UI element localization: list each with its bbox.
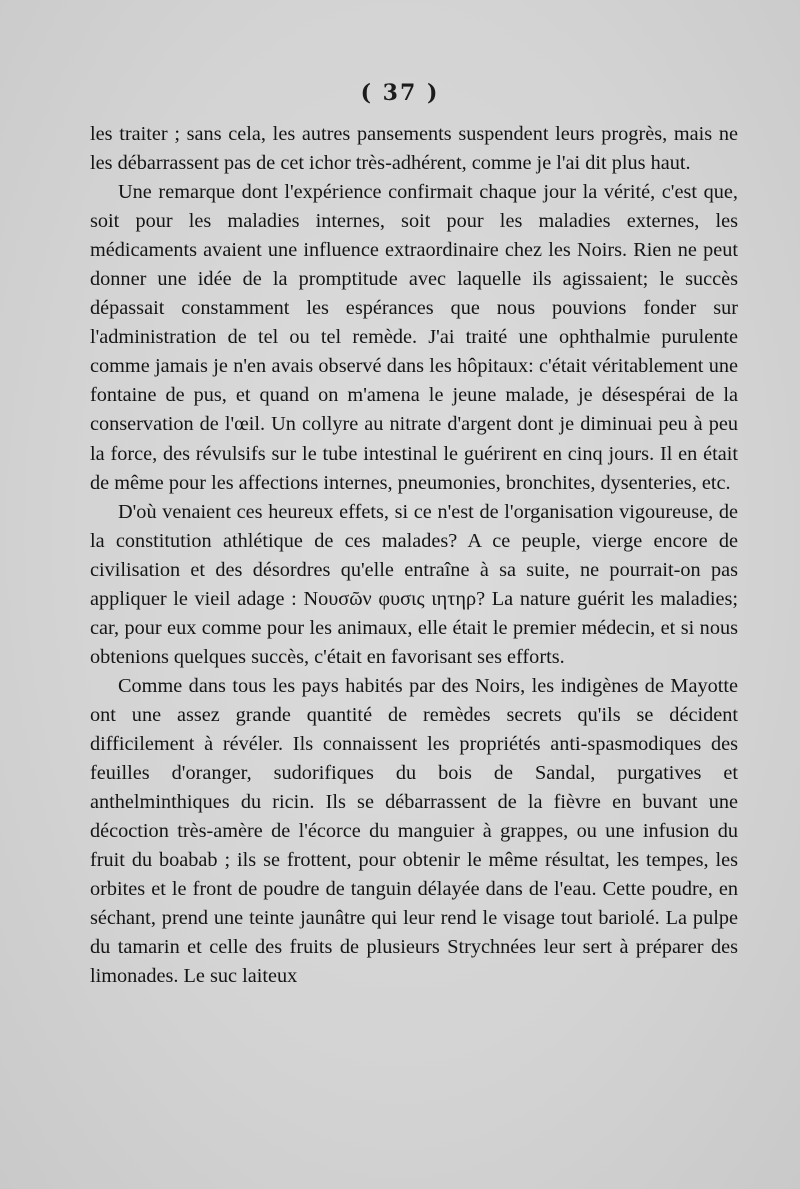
paragraph-1: les traiter ; sans cela, les autres pansements suspendent leurs progrès, mais ne les débarrassent pas de cet ichor très-adhérent, comme je l'ai dit plus haut. bbox=[90, 123, 738, 175]
body-text bbox=[90, 120, 738, 991]
paragraph-2: Une remarque dont l'expérience confirmait chaque jour la vérité, c'est que, soit pour les maladies internes, soit pour les maladies externes, les médicaments avaient une influence extraordinaire chez les Noirs. Rien ne peut donner une idée de la promptitude avec laquelle ils agissaient; le succès dépassait constamment les espérances que nous pouvions fonder sur l'administration de tel ou tel remède. J'ai traité une ophthalmie purulente comme jamais je n'en avais observé dans les hôpitaux: c'était véritablement une fontaine de pus, et quand on m'amena le jeune malade, je désespérai de la conservation de l'œil. Un collyre au nitrate d'argent dont je diminuai peu à peu la force, des révulsifs sur le tube intestinal le guérirent en cinq jours. Il en était de même pour les affections internes, pneumonies, bronchites, dysenteries, etc. bbox=[90, 181, 738, 494]
page-number: ( 37 ) bbox=[360, 80, 440, 106]
paragraph-4: Comme dans tous les pays habités par des Noirs, les indigènes de Mayotte ont une assez grande quantité de remèdes secrets qu'ils se décident difficilement à révéler. Ils connaissent les propriétés anti-spasmodiques des feuilles d'oranger, sudorifiques du bois de Sandal, purgatives et anthelminthiques du ricin. Ils se débarrassent de la fièvre en buvant une décoction très-amère de l'écorce du manguier à grappes, ou une infusion du fruit du boabab ; ils se frottent, pour obtenir le même résultat, les tempes, les orbites et le front de poudre de tanguin délayée dans de l'eau. Cette poudre, en séchant, prend une teinte jaunâtre qui leur rend le visage tout bariolé. La pulpe du tamarin et celle des fruits de plusieurs Strychnées leur sert à préparer des limonades. Le suc laiteux bbox=[90, 674, 738, 988]
paragraph-3: D'où venaient ces heureux effets, si ce n'est de l'organisation vigoureuse, de la constitution athlétique de ces malades? A ce peuple, vierge encore de civilisation et des désordres qu'elle entraîne à sa suite, ne pourrait-on pas appliquer le vieil adage : Νουσῶν φυσις ιητηρ? La nature guérit les maladies; car, pour eux comme pour les animaux, elle était le premier médecin, et si nous obtenions quelques succès, c'était en favorisant ses efforts. bbox=[90, 500, 738, 668]
